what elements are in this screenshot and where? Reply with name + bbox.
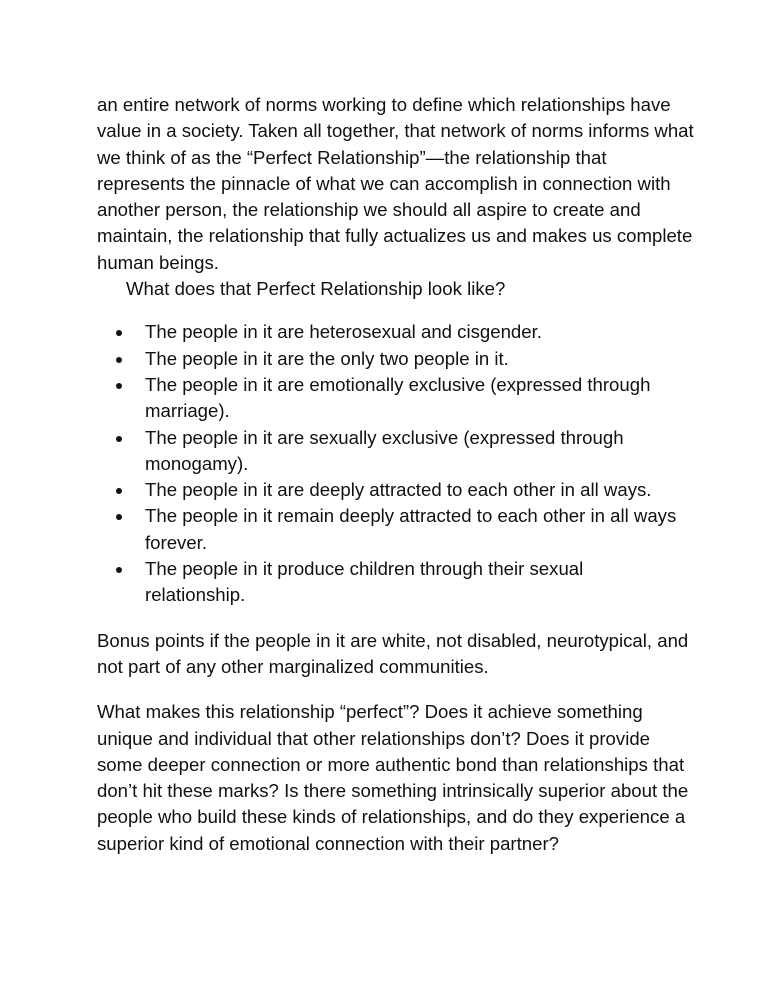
list-item [97, 556, 685, 609]
list-item-text: The people in it produce children through their sexual relationship. [145, 558, 584, 606]
bullet-icon [116, 514, 122, 520]
list-item-text: The people in it are the only two people in it. [145, 347, 509, 369]
list-item [97, 319, 685, 345]
bullet-icon [116, 383, 122, 389]
paragraph-question: What does that Perfect Relationship look like? [126, 278, 506, 300]
list-item-text: The people in it are deeply attracted to each other in all ways. [145, 479, 652, 501]
bullet-icon [116, 330, 122, 336]
list-item [97, 346, 685, 372]
paragraph-questions: What makes this relationship “perfect”? Does it achieve something unique and individual that other relationships don’t? Does it provide some deeper connection or more authentic bond than relationships that don’t hit these marks? Is there something intrinsically superior about the people who build these kinds of relationships, and do they experience a superior kind of emotional connection with their partner? [97, 701, 689, 854]
bullet-list [97, 319, 697, 608]
list-item [97, 425, 685, 478]
bullet-icon [116, 357, 122, 363]
list-item-text: The people in it remain deeply attracted to each other in all ways forever. [145, 505, 677, 553]
list-item-text: The people in it are sexually exclusive (expressed through monogamy). [145, 426, 624, 474]
paragraph-bonus: Bonus points if the people in it are white, not disabled, neurotypical, and not part of any other marginalized communities. [97, 629, 689, 677]
list-item [97, 503, 685, 556]
list-item [97, 477, 685, 503]
list-item-text: The people in it are heterosexual and cisgender. [145, 321, 542, 343]
paragraph-intro: an entire network of norms working to define which relationships have value in a society. Taken all together, that network of norms informs what we think of as the “Perfect Relationship”—the relationship that represents the pinnacle of what we can accomplish in connection with another person, the relationship we should all aspire to create and maintain, the relationship that fully actualizes us and makes us complete human beings. [97, 94, 694, 273]
bullet-icon [116, 488, 122, 494]
bullet-icon [116, 567, 122, 573]
bullet-icon [116, 436, 122, 442]
list-item [97, 372, 685, 425]
list-item-text: The people in it are emotionally exclusive (expressed through marriage). [145, 373, 651, 422]
document-page [97, 92, 697, 857]
